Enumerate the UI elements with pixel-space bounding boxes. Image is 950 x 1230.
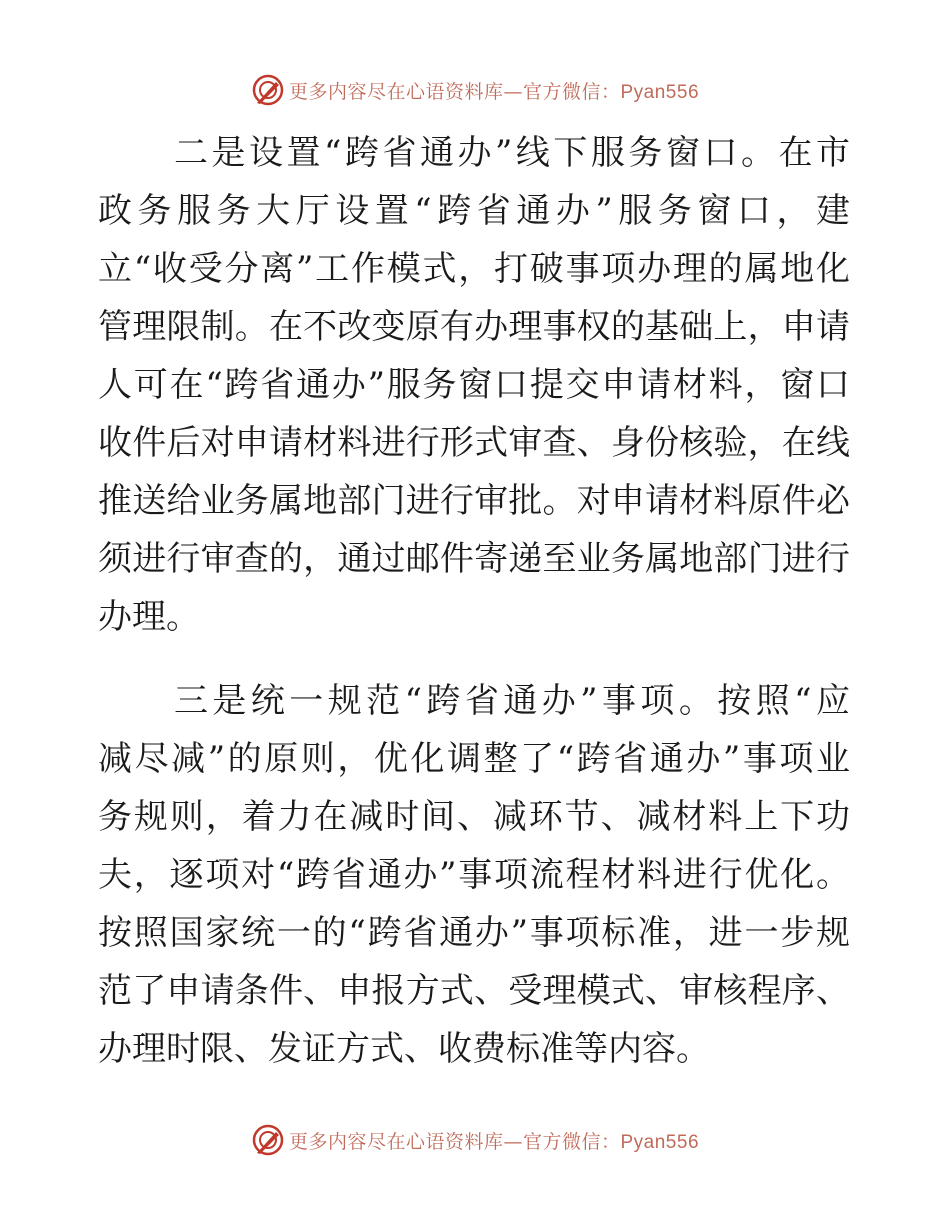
footer-watermark [0,1122,950,1158]
text-line: 收件后对申请材料进行形式审查、身份核验，在线 [98,423,850,463]
watermark-wechat-id: Pyan556 [620,1131,700,1153]
text-line: 三是统一规范“跨省通办”事项。按照“应 [174,681,850,721]
text-line: 管理限制。在不改变原有办理事权的基础上，申请 [98,307,850,347]
watermark-wechat-id: Pyan556 [620,81,700,103]
text-line: 人可在“跨省通办”服务窗口提交申请材料，窗口 [98,365,850,405]
text-line: 范了申请条件、申报方式、受理模式、审核程序、 [98,971,850,1011]
text-line: 政务服务大厅设置“跨省通办”服务窗口，建 [98,191,850,231]
text-line: 按照国家统一的“跨省通办”事项标准，进一步规 [98,913,850,953]
pen-logo-icon [251,73,285,107]
text-line: 夫，逐项对“跨省通办”事项流程材料进行优化。 [98,855,850,895]
text-line: 务规则，着力在减时间、减环节、减材料上下功 [98,797,850,837]
header-watermark [0,72,950,108]
paragraph-unified-standards [98,672,850,1078]
text-line: 减尽减”的原则，优化调整了“跨省通办”事项业 [98,739,850,779]
text-line: 二是设置“跨省通办”线下服务窗口。在市 [174,133,850,173]
text-line: 推送给业务属地部门进行审批。对申请材料原件必 [98,481,850,521]
text-line: 办理时限、发证方式、收费标准等内容。 [98,1029,710,1069]
pen-logo-icon [251,1123,285,1157]
text-line: 立“收受分离”工作模式，打破事项办理的属地化 [98,249,850,289]
paragraph-cross-province-window [98,124,850,646]
watermark-text: 更多内容尽在心语资料库—官方微信： [288,80,621,103]
text-line: 办理。 [98,597,200,637]
text-line: 须进行审查的，通过邮件寄递至业务属地部门进行 [98,539,850,579]
document-body [98,124,850,1078]
watermark-text: 更多内容尽在心语资料库—官方微信： [288,1130,621,1153]
